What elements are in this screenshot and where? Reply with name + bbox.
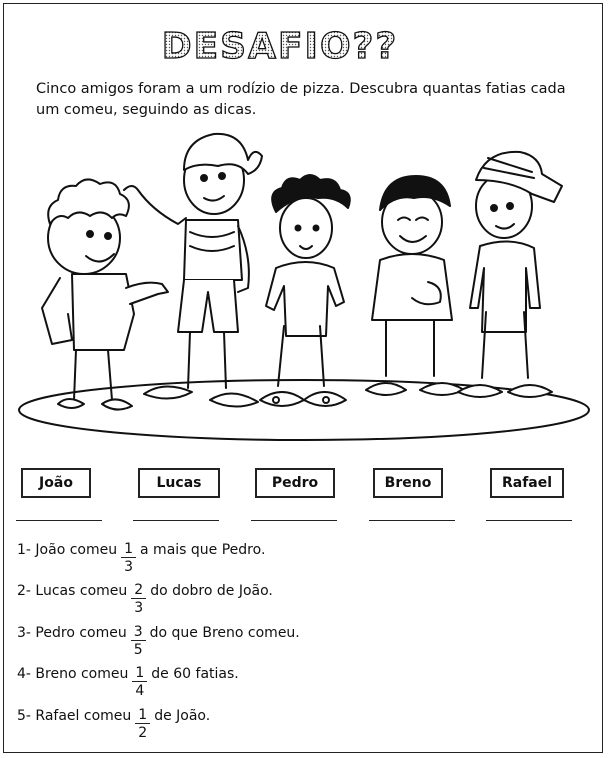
clue-text-after: a mais que Pedro. — [140, 542, 266, 558]
name-label: Pedro — [271, 475, 319, 491]
name-label: Lucas — [156, 475, 202, 491]
clue-text-after: do que Breno comeu. — [149, 625, 300, 641]
five-friends-illustration — [14, 128, 594, 446]
fraction-denominator: 3 — [134, 600, 144, 616]
answer-line-joao[interactable] — [16, 520, 102, 521]
fraction-denominator: 4 — [135, 683, 145, 699]
answer-line-pedro[interactable] — [251, 520, 337, 521]
fraction-numerator: 3 — [131, 624, 146, 641]
clue-fraction — [131, 624, 146, 658]
clue-number: 2- — [17, 583, 31, 599]
clue-fraction — [131, 582, 146, 616]
clue-number: 4- — [17, 666, 31, 682]
friend-rafael-drawing — [458, 152, 562, 397]
clue-text-before: Rafael comeu — [35, 708, 132, 724]
name-label: Rafael — [501, 475, 553, 491]
clue-fraction — [132, 665, 147, 699]
clue-text-before: Pedro comeu — [35, 625, 127, 641]
fraction-numerator: 2 — [131, 582, 146, 599]
clue-text-after: de 60 fatias. — [151, 666, 239, 682]
clue-text-after: do dobro de João. — [150, 583, 273, 599]
clue-3 — [17, 624, 300, 658]
clue-fraction — [135, 707, 150, 741]
clue-1 — [17, 541, 265, 575]
title-banner — [150, 22, 410, 68]
clue-5 — [17, 707, 210, 741]
name-box-breno — [373, 468, 443, 498]
ground-shadow — [19, 380, 589, 440]
fraction-denominator: 2 — [138, 725, 148, 741]
name-label: Breno — [384, 475, 432, 491]
fraction-numerator: 1 — [132, 665, 147, 682]
clue-text-after: de João. — [154, 708, 211, 724]
fraction-numerator: 1 — [121, 541, 136, 558]
clue-number: 5- — [17, 708, 31, 724]
name-box-joao — [21, 468, 91, 498]
clue-number: 3- — [17, 625, 31, 641]
clue-4 — [17, 665, 239, 699]
answer-line-rafael[interactable] — [486, 520, 572, 521]
clue-text-before: Lucas comeu — [35, 583, 128, 599]
clue-2 — [17, 582, 273, 616]
friend-lucas-drawing — [124, 134, 262, 407]
friend-joao-drawing — [42, 179, 168, 409]
clue-fraction — [121, 541, 136, 575]
answer-line-lucas[interactable] — [133, 520, 219, 521]
fraction-numerator: 1 — [135, 707, 150, 724]
friend-breno-drawing — [366, 176, 464, 395]
name-box-pedro — [255, 468, 335, 498]
fraction-denominator: 5 — [133, 642, 143, 658]
friend-pedro-drawing — [260, 175, 350, 406]
clue-text-before: João comeu — [35, 542, 118, 558]
fraction-denominator: 3 — [124, 559, 134, 575]
clue-text-before: Breno comeu — [35, 666, 129, 682]
page-title: DESAFIO?? — [161, 26, 399, 67]
intro-text: Cinco amigos foram a um rodízio de pizza. Descubra quantas fatias cada um comeu, seguindo as dicas. — [36, 81, 566, 118]
answer-line-breno[interactable] — [369, 520, 455, 521]
name-label: João — [39, 475, 73, 491]
name-box-lucas — [138, 468, 220, 498]
clue-number: 1- — [17, 542, 31, 558]
name-box-rafael — [490, 468, 564, 498]
